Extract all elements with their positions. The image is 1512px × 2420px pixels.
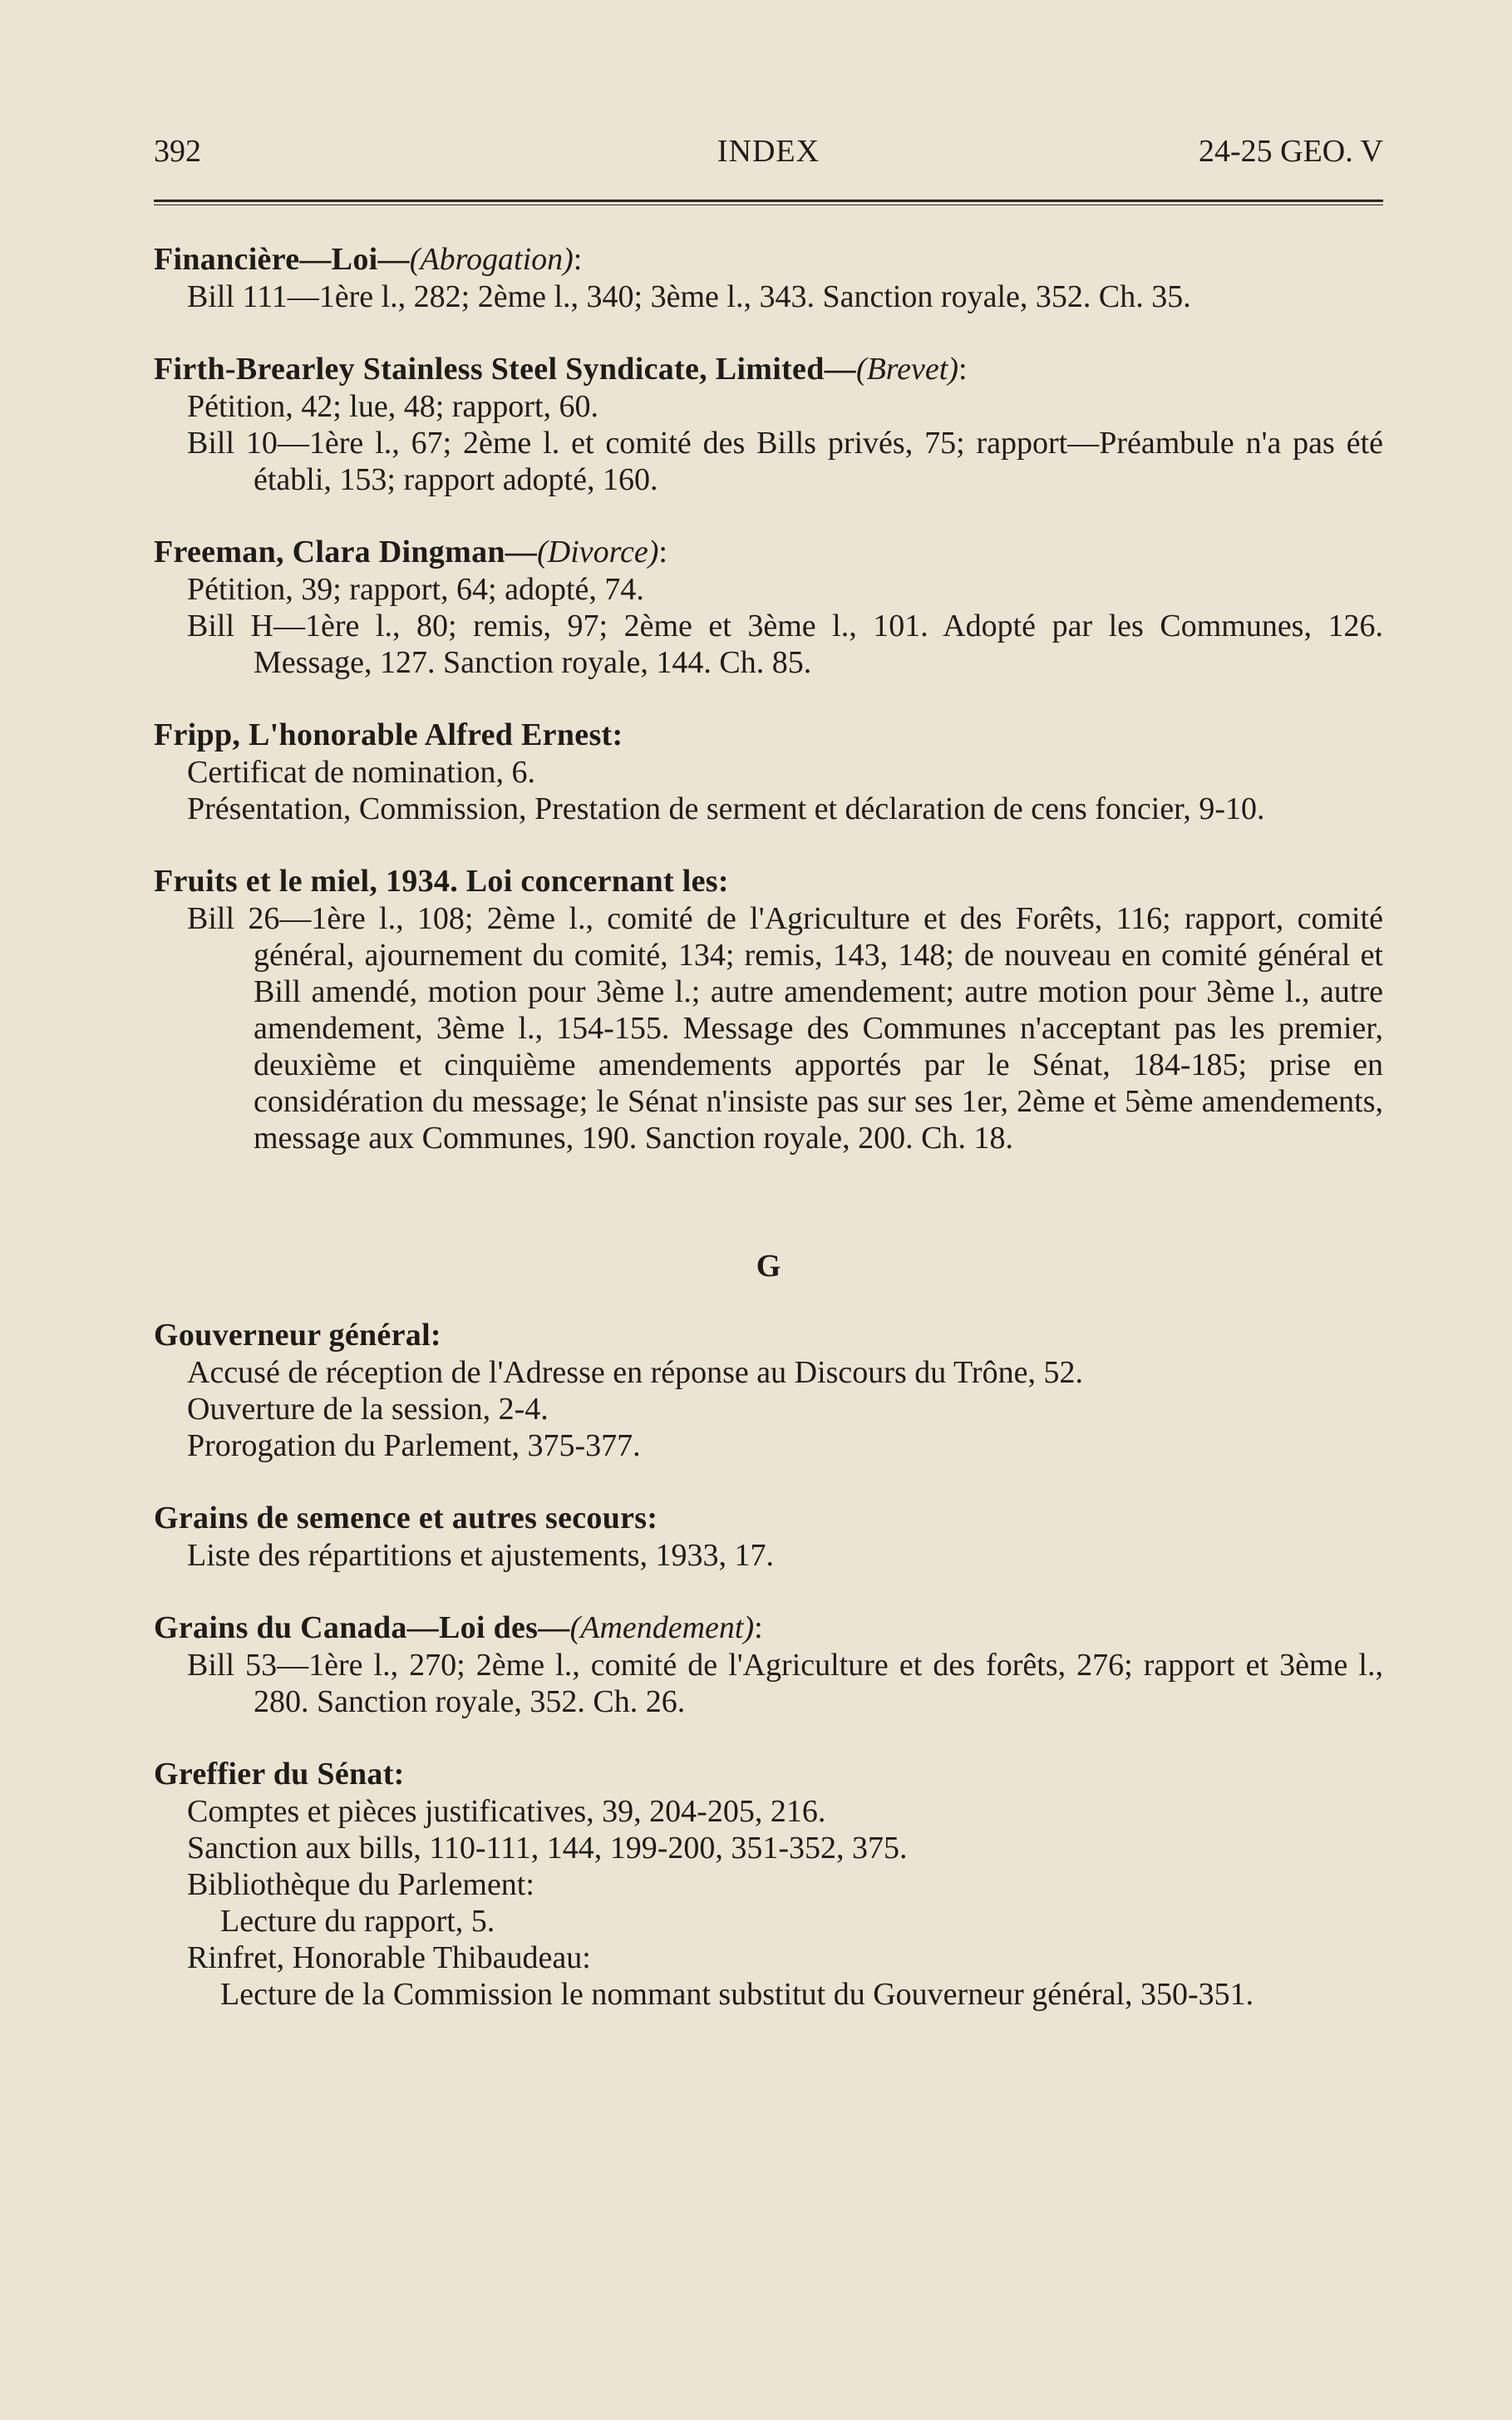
entry-subline: Lecture de la Commission le nommant substitut du Gouverneur général, 350-351. xyxy=(220,1977,1254,2012)
entry-heading: Firth-Brearley Stainless Steel Syndicate, Limited—(Brevet): xyxy=(154,352,968,387)
index-entry xyxy=(154,1755,1383,2013)
index-entry xyxy=(154,1499,1383,1574)
entry-line: Pétition, 42; lue, 48; rapport, 60. xyxy=(187,389,599,424)
entry-heading: Grains de semence et autres secours: xyxy=(154,1501,658,1535)
entry-heading: Greffier du Sénat: xyxy=(154,1757,405,1792)
index-entry xyxy=(154,862,1383,1156)
entry-heading: Gouverneur général: xyxy=(154,1318,441,1353)
entry-line: Comptes et pièces justificatives, 39, 204-205, 216. xyxy=(187,1794,826,1829)
entry-line: Ouverture de la session, 2-4. xyxy=(187,1392,549,1427)
entry-line: Bill 111—1ère l., 282; 2ème l., 340; 3ème l., 343. Sanction royale, 352. Ch. 35. xyxy=(187,279,1191,314)
header-session: 24-25 GEO. V xyxy=(1198,134,1383,169)
entry-line: Rinfret, Honorable Thibaudeau: xyxy=(187,1940,591,1975)
running-header xyxy=(154,133,1383,183)
entry-subline: Lecture du rapport, 5. xyxy=(220,1904,495,1939)
entry-heading: Financière—Loi—(Abrogation): xyxy=(154,242,583,277)
entry-line: Bill H—1ère l., 80; remis, 97; 2ème et 3ème l., 101. Adopté par les Communes, 126. Message, 127. Sanction royale, 144. Ch. 85. xyxy=(187,609,1383,680)
entry-line: Présentation, Commission, Prestation de serment et déclaration de cens foncier, 9-10. xyxy=(187,791,1265,826)
entry-line: Certificat de nomination, 6. xyxy=(187,755,535,790)
letter-section-heading: G xyxy=(756,1249,781,1284)
index-entry xyxy=(154,1316,1383,1464)
entry-line: Pétition, 39; rapport, 64; adopté, 74. xyxy=(187,572,644,607)
entry-line: Accusé de réception de l'Adresse en réponse au Discours du Trône, 52. xyxy=(187,1355,1083,1390)
index-entry xyxy=(154,1609,1383,1720)
page-number: 392 xyxy=(154,134,201,169)
entry-line: Bill 53—1ère l., 270; 2ème l., comité de l'Agriculture et des forêts, 276; rapport et 3ème l., 280. Sanction royale, 352. Ch. 26. xyxy=(187,1648,1383,1719)
index-entry xyxy=(154,716,1383,827)
entry-line: Bill 10—1ère l., 67; 2ème l. et comité des Bills privés, 75; rapport—Préambule n'a pas été établi, 153; rapport adopté, 160. xyxy=(187,426,1383,497)
entry-line: Bibliothèque du Parlement: xyxy=(187,1867,534,1902)
entry-line: Liste des répartitions et ajustements, 1933, 17. xyxy=(187,1538,775,1573)
index-entry xyxy=(154,533,1383,681)
entry-heading: Fruits et le miel, 1934. Loi concernant les: xyxy=(154,864,729,899)
index-entry xyxy=(154,350,1383,498)
header-title: INDEX xyxy=(717,134,820,169)
entry-heading: Grains du Canada—Loi des—(Amendement): xyxy=(154,1610,763,1645)
index-entries xyxy=(154,240,1383,2013)
entry-line: Bill 26—1ère l., 108; 2ème l., comité de l'Agriculture et des Forêts, 116; rapport, comité général, ajournement du comité, 134; remis, 143, 148; de nouveau en comité général et Bill amendé, motion pour 3ème l.; autre amendement; autre motion pour 3ème l., autre amendement, 3ème l., 154-155. Message des Communes n'acceptant pas les premier, deuxième et cinquième amendements apportés par le Sénat, 184-185; prise en considération du message; le Sénat n'insiste pas sur ses 1er, 2ème et 5ème amendements, message aux Communes, 190. Sanction royale, 200. Ch. 18. xyxy=(187,901,1383,1156)
header-rule xyxy=(154,200,1383,205)
index-entry xyxy=(154,240,1383,315)
entry-heading: Freeman, Clara Dingman—(Divorce): xyxy=(154,535,667,569)
entry-heading: Fripp, L'honorable Alfred Ernest: xyxy=(154,717,623,752)
entry-line: Prorogation du Parlement, 375-377. xyxy=(187,1428,641,1463)
entry-line: Sanction aux bills, 110-111, 144, 199-200, 351-352, 375. xyxy=(187,1831,908,1866)
